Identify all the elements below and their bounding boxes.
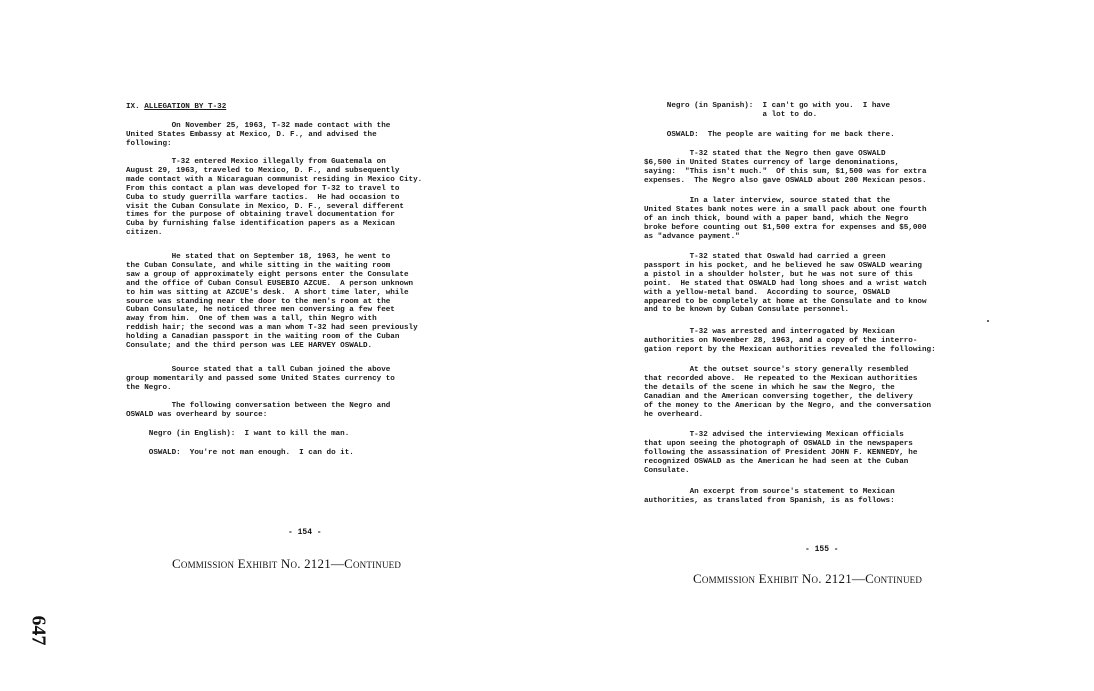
paragraph: He stated that on September 18, 1963, he went to the Cuban Consulate, and while sitting in the waiting room saw a group of approximately eight persons enter the Consulate and the office of Cuban Consul EUSEBIO AZCUE. A person unknown to him was sitting at AZCUE's desk. A short time later, while source was standing near the door to the men's room at the Cuban Consulate, he noticed three men conversing a few feet away from him. One of them was a tall, thin Negro with reddish hair; the second was a man whom T-32 had seen previously holding a Canadian passport in the waiting room of the Cuban Consulate; and the third person was LEE HARVEY OSWALD. — [126, 253, 418, 351]
page-number: - 154 - — [288, 528, 322, 537]
paragraph: Source stated that a tall Cuban joined the above group momentarily and passed some United States currency to the Negro. — [126, 366, 395, 392]
paragraph: T-32 was arrested and interrogated by Mexican authorities on November 28, 1963, and a copy of the interro- gation report by the Mexican authorities revealed the following: — [644, 328, 936, 354]
dialogue-line: OSWALD: The people are waiting for me back there. — [644, 131, 895, 139]
paragraph: T-32 entered Mexico illegally from Guatemala on August 29, 1963, traveled to Mexico, D. F., and subsequently made contact with a Nicaraguan communist residing in Mexico City. From this contact a plan was developed for T-32 to travel to Cuba to study guerrilla warfare tactics. He had occasion to visit the Cuban Consulate in Mexico, D. F., several different times for the purpose of obtaining travel documentation for Cuba by furnishing false identification papers as a Mexican citizen. — [126, 158, 423, 238]
side-page-number: 647 — [27, 615, 50, 646]
page-number: - 155 - — [805, 545, 839, 554]
paragraph: On November 25, 1963, T-32 made contact with the United States Embassy at Mexico, D. F., and advised the following: — [126, 122, 391, 148]
paragraph: T-32 stated that Oswald had carried a green passport in his pocket, and he believed he saw OSWALD wearing a pistol in a shoulder holster, but he was not sure of this point. He stated that OSWALD had long shoes and a wrist watch with a yellow-metal band. According to source, OSWALD appeared to be completely at home at the Consulate and to know and to be known by Cuban Consulate personnel. — [644, 253, 927, 315]
speck — [987, 320, 989, 322]
paragraph: T-32 advised the interviewing Mexican officials that upon seeing the photograph of OSWALD in the newspapers following the assassination of President JOHN F. KENNEDY, he recognized OSWALD as the American he had seen at the Cuban Consulate. — [644, 431, 918, 475]
section-heading — [126, 103, 226, 112]
exhibit-caption: Commission Exhibit No. 2121—Continued — [693, 571, 923, 586]
paragraph: In a later interview, source stated that the United States bank notes were in a small pack about one fourth of an inch thick, bound with a paper band, which the Negro broke before counting out $1,500 extra for expenses and $5,000 as "advance payment." — [644, 197, 927, 241]
dialogue-line: Negro (in English): I want to kill the man. — [126, 430, 350, 438]
paragraph: At the outset source's story generally resembled that recorded above. He repeated to the Mexican authorities the details of the scene in which he saw the Negro, the Canadian and the American conversing together, the delivery of the money to the American by the Negro, and the conversation he overheard. — [644, 366, 932, 419]
right-page — [547, 0, 1094, 691]
dialogue-line: Negro (in Spanish): I can't go with you. I have a lot to do. — [666, 102, 891, 119]
paragraph: The following conversation between the Negro and OSWALD was overheard by source: — [126, 402, 391, 419]
paragraph: T-32 stated that the Negro then gave OSWALD $6,500 in United States currency of large denominations, saying: "This isn't much." Of this sum, $1,500 was for extra expenses. The Negro also gave OSWALD about 200 Mexican pesos. — [644, 150, 927, 185]
exhibit-caption: Commission Exhibit No. 2121—Continued — [172, 556, 402, 571]
dialogue-line: OSWALD: You're not man enough. I can do it. — [126, 449, 354, 457]
heading-title: ALLEGATION BY T-32 — [144, 103, 227, 111]
heading-prefix: IX. — [126, 103, 140, 111]
paragraph: An excerpt from source's statement to Mexican authorities, as translated from Spanish, is as follows: — [644, 488, 895, 505]
